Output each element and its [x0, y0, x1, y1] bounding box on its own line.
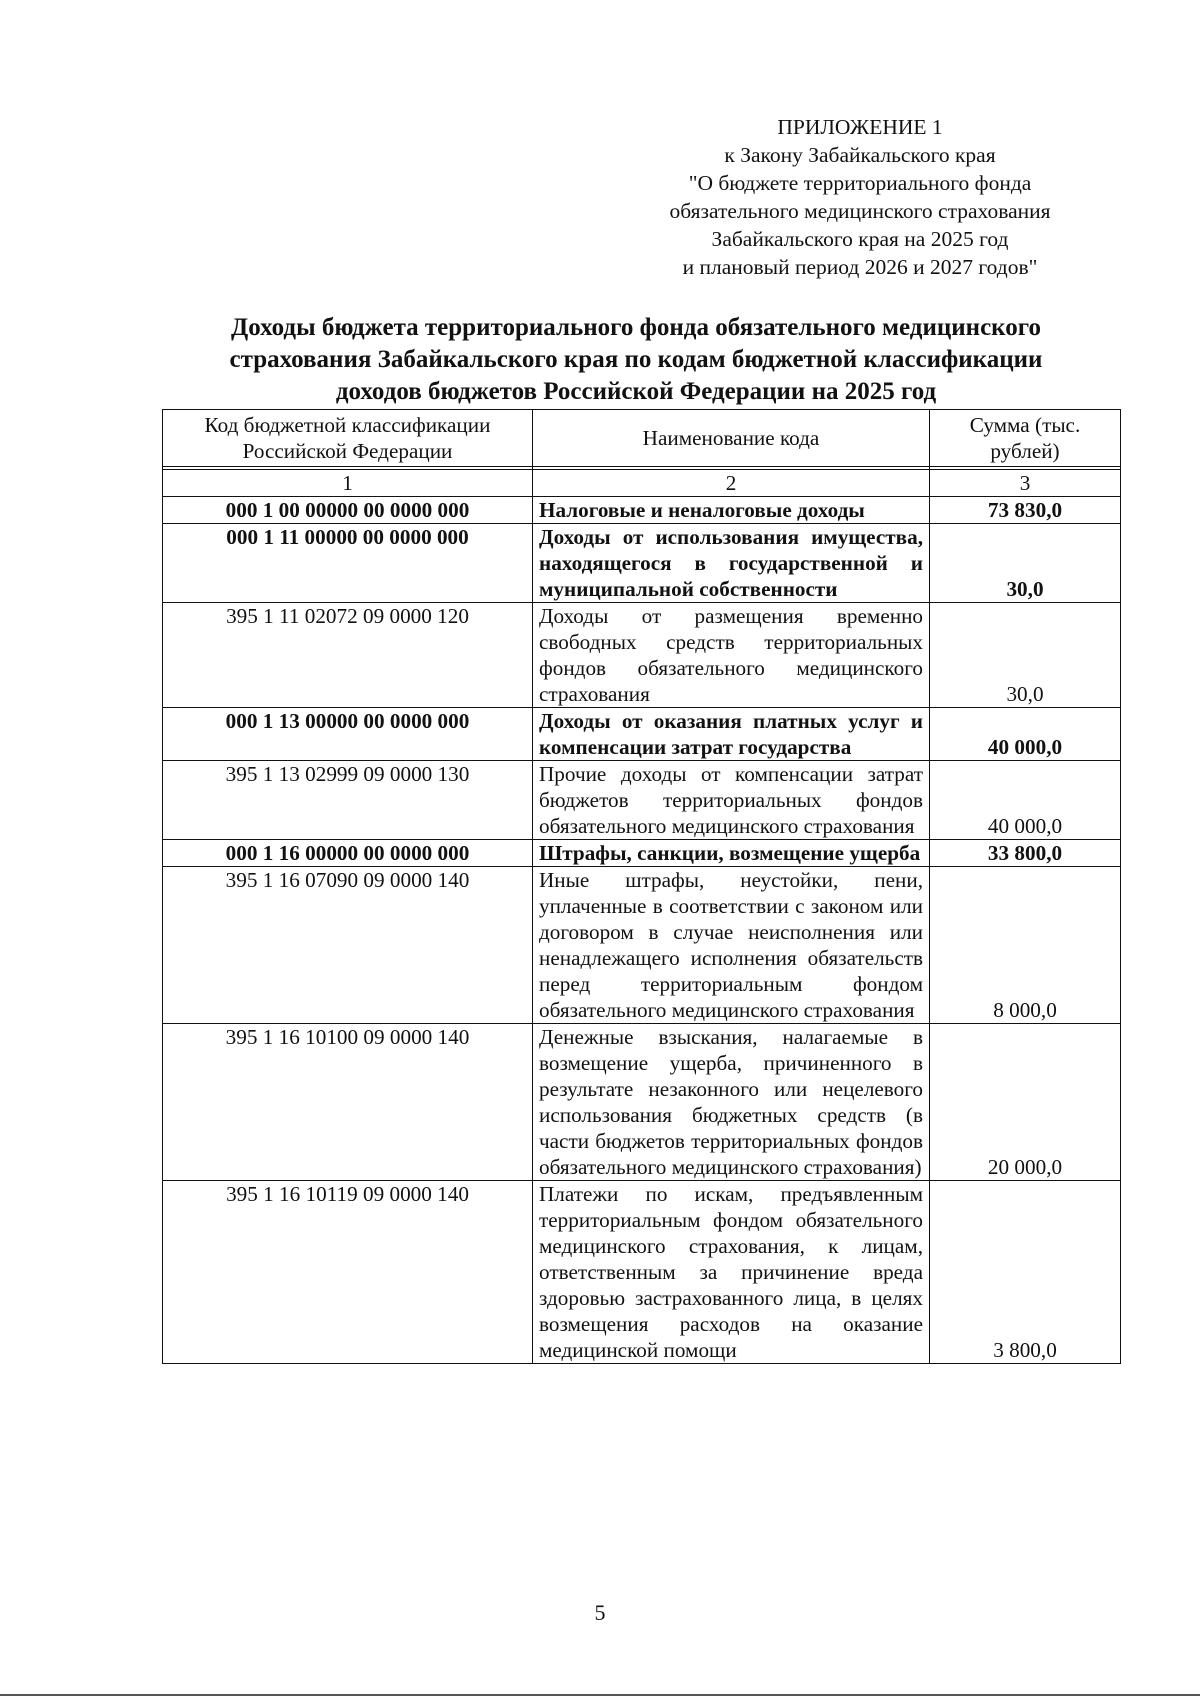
- code-cell: 395 1 11 02072 09 0000 120: [163, 603, 533, 708]
- code-cell: 000 1 13 00000 00 0000 000: [163, 708, 533, 761]
- name-cell: Денежные взыскания, налагаемые в возмещение ущерба, причиненного в результате незаконного или нецелевого использования бюджетных средств (в части бюджетов территориальных фондов обязательного медицинского страхования): [533, 1024, 930, 1181]
- amount-cell: 3 800,0: [930, 1181, 1121, 1364]
- table-row: [163, 1181, 1121, 1364]
- name-cell: Доходы от размещения временно свободных средств территориальных фондов обязательного медицинского страхования: [533, 603, 930, 708]
- amount-cell: 33 800,0: [930, 840, 1121, 867]
- amount-cell: 40 000,0: [930, 761, 1121, 840]
- code-cell: 000 1 11 00000 00 0000 000: [163, 524, 533, 603]
- code-cell: 000 1 16 00000 00 0000 000: [163, 840, 533, 867]
- name-cell: Прочие доходы от компенсации затрат бюджетов территориальных фондов обязательного медицинского страхования: [533, 761, 930, 840]
- table-row: [163, 497, 1121, 524]
- table-row: [163, 524, 1121, 603]
- code-cell: 395 1 16 07090 09 0000 140: [163, 867, 533, 1024]
- table-header-row: [163, 410, 1121, 467]
- code-cell: 395 1 16 10119 09 0000 140: [163, 1181, 533, 1364]
- amount-cell: 40 000,0: [930, 708, 1121, 761]
- amount-cell: 20 000,0: [930, 1024, 1121, 1181]
- appendix-line: и плановый период 2026 и 2027 годов": [682, 255, 1038, 279]
- header-amount: Сумма (тыс. рублей): [930, 410, 1121, 467]
- code-cell: 395 1 16 10100 09 0000 140: [163, 1024, 533, 1181]
- table-row: [163, 1024, 1121, 1181]
- name-cell: Налоговые и неналоговые доходы: [533, 497, 930, 524]
- page-number: 5: [594, 1600, 606, 1625]
- amount-cell: 73 830,0: [930, 497, 1121, 524]
- document-title: [162, 312, 1110, 408]
- table-body: [163, 497, 1121, 1364]
- table-row: [163, 840, 1121, 867]
- column-number: 1: [163, 470, 533, 497]
- table-row: [163, 708, 1121, 761]
- page-bottom-rule: [0, 1694, 1200, 1696]
- header-code: Код бюджетной классификации Российской Федерации: [163, 410, 533, 467]
- title-line: доходов бюджетов Российской Федерации на 2025 год: [335, 378, 937, 405]
- table-row: [163, 603, 1121, 708]
- code-cell: 000 1 00 00000 00 0000 000: [163, 497, 533, 524]
- name-cell: Платежи по искам, предъявленным территориальным фондом обязательного медицинского страхования, к лицам, ответственным за причинение вреда здоровью застрахованного лица, в целях возмещения расходов на оказание медицинской помощи: [533, 1181, 930, 1364]
- appendix-header: [600, 113, 1120, 281]
- title-line: страхования Забайкальского края по кодам бюджетной классификации: [229, 346, 1043, 373]
- amount-cell: 30,0: [930, 524, 1121, 603]
- name-cell: Иные штрафы, неустойки, пени, уплаченные в соответствии с законом или договором в случае неисполнения или ненадлежащего исполнения обязательств перед территориальным фондом обязательного медицинского страхования: [533, 867, 930, 1024]
- appendix-line: к Закону Забайкальского края: [724, 143, 996, 167]
- appendix-line: ПРИЛОЖЕНИЕ 1: [777, 115, 943, 139]
- appendix-line: "О бюджете территориального фонда: [688, 171, 1032, 195]
- header-name: Наименование кода: [533, 410, 930, 467]
- table-row: [163, 867, 1121, 1024]
- amount-cell: 8 000,0: [930, 867, 1121, 1024]
- column-number: 2: [533, 470, 930, 497]
- appendix-line: Забайкальского края на 2025 год: [711, 227, 1009, 251]
- table-row: [163, 761, 1121, 840]
- amount-cell: 30,0: [930, 603, 1121, 708]
- column-number: 3: [930, 470, 1121, 497]
- name-cell: Штрафы, санкции, возмещение ущерба: [533, 840, 930, 867]
- income-table: [162, 409, 1121, 1364]
- appendix-line: обязательного медицинского страхования: [669, 199, 1051, 223]
- title-line: Доходы бюджета территориального фонда обязательного медицинского: [231, 314, 1041, 341]
- name-cell: Доходы от оказания платных услуг и компенсации затрат государства: [533, 708, 930, 761]
- code-cell: 395 1 13 02999 09 0000 130: [163, 761, 533, 840]
- name-cell: Доходы от использования имущества, находящегося в государственной и муниципальной собственности: [533, 524, 930, 603]
- column-number-row: [163, 470, 1121, 497]
